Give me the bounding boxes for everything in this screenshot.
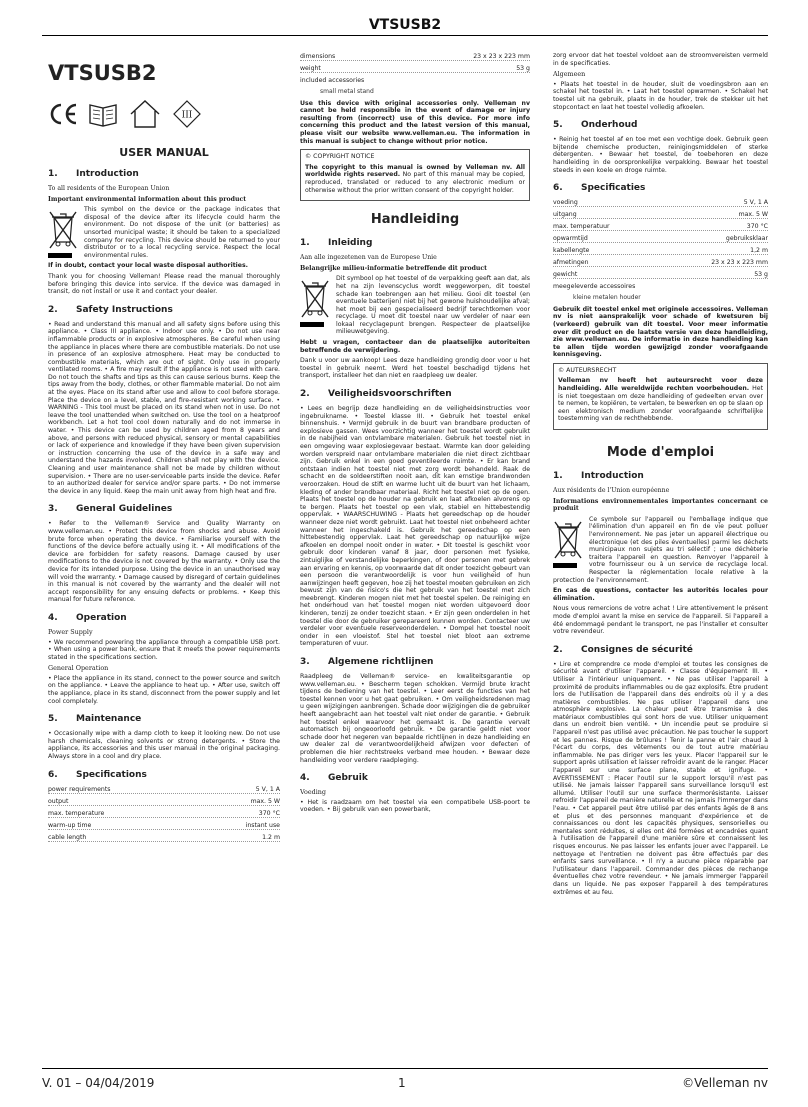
- nl-s2-heading: 2. Veiligheidsvoorschriften: [300, 389, 452, 400]
- en-notice: Use this device with original accessories only. Velleman nv cannot be held responsible in the event of damage or injury resulting from (incorrect) use of this device. For more info concerning this product and the latest version of this manual, please visit our website www.velleman.eu. The information in this manual is subject to change without prior notice.: [300, 99, 530, 145]
- en-s4-p2: • Place the appliance in its stand, connect to the power source and switch on the appliance. • Leave the appliance to heat up. • After use, switch off the appliance, place in its stand, disconnect from the power supply and let cool completely.: [48, 674, 280, 705]
- nl-s5-p: • Reinig het toestel af en toe met een vochtige doek. Gebruik geen bijtende chemische producten, reinigingsmiddelen of sterke detergenten. • Bewaar het toestel, de toebehoren en deze handleiding in de oorspronkelijke verpakking. Bewaar het toestel steeds in een koele en droge ruimte.: [553, 136, 768, 174]
- fr-s1-p1: Ce symbole sur l'appareil ou l'emballage indique que l'élimination d'un appareil en fin de vie peut polluer l'environnement. Ne pas jeter un appareil électrique ou électronique (et des piles éventuelles) parmi les déchets municipaux non sujets au tri sélectif ; une déchèterie traitera l'appareil en question. Renvoyer l'appareil à votre fournisseur ou à un service de recyclage local. Respecter la réglementation locale relative à la protection de l'environnement.: [553, 515, 768, 584]
- fr-s1-p2: Nous vous remercions de votre achat ! Lire attentivement le présent mode d'emploi avant la mise en service de l'appareil. Si l'appareil a été endommagé pendant le transport, ne pas l'installer et consulter votre revendeur.: [553, 605, 768, 636]
- footer-page-number: 1: [398, 1076, 406, 1090]
- spec-row: gewicht 53 g: [553, 271, 768, 279]
- nl-s4-heading: 4. Gebruik: [300, 773, 368, 784]
- column-english: [48, 56, 280, 1066]
- spec-row: opwarmtijd gebruiksklaar: [553, 235, 768, 243]
- nl-accessory: kleine metalen houder: [573, 294, 641, 302]
- spec-row: voeding 5 V, 1 A: [553, 199, 768, 207]
- fr-s1-sub: Aux résidents de l'Union européenne: [553, 487, 670, 495]
- nl-s1-sub: Aan alle ingezetenen van de Europese Unie: [300, 254, 437, 262]
- weee-bin-icon: [48, 208, 78, 258]
- en-accessory: small metal stand: [320, 88, 374, 95]
- en-s4-p1: • We recommend powering the appliance through a compatible USB port. • When using a power bank, ensure that it meets the power requirements stated in the specifications section.: [48, 638, 280, 661]
- nl-s2-p: • Lees en begrijp deze handleiding en de veiligheidsinstructies voor ingebruikname. • Toestel klasse III. • Gebruik het toestel enkel binnenshuis. • Vermijd gebruik in de buurt van brandbare producten of explosieve gassen. Wees voorzichtig wanneer het toestel wordt gebruikt in de nabijheid van ontvlambare materialen. Gebruik het toestel niet in een omgeving waar explosiegevaar bestaat. Warmte kan door geleiding worden verspreid naar ontvlambare materialen die niet direct zichtbaar zijn. Gebruik enkel in een goed geventileerde ruimte. • Er kan brand ontstaan indien het toestel niet met zorg wordt behandeld. Raak de schacht en de soldeerstiften nooit aan, dit kan ernstige brandwonden veroorzaken. Houd de stift en warme lucht uit de buurt van het lichaam, kleding of ander brandbaar materiaal. Richt het toestel niet op de ogen. Plaats het toestel op de houder na gebruik en laat afkoelen alvorens op te bergen. Plaats het toestel op een vlak, stabiel en hittebestendig oppervlak. • WAARSCHUWING - Plaats het gereedschap op de houder wanneer deze niet wordt gebruikt. Laat het toestel niet onbeheerd achter wanneer het ingeschakeld is. Gebruik het gereedschap op een hittebestendig oppervlak. Laat het gereedschap op natuurlijke wijze afkoelen en dompel nooit onder in water. • Dit toestel is geschikt voor gebruik door kinderen vanaf 8 jaar, door personen met fysieke, zintuiglijke of verstandelijke beperkingen, of door personen met gebrek aan ervaring en kennis, op voorwaarde dat dit onder toezicht gebeurt van een persoon die verantwoordelijk is voor hun veiligheid of hun aanwijzingen heeft gegeven, hoe zij het toestel moeten gebruiken en zich bewust zijn van de risico's die het gebruik van het toestel met zich meebrengt. Kinderen mogen niet met het toestel spelen. De reiniging en het onderhoud van het toestel mogen niet worden uitgevoerd door kinderen, tenzij ze onder toezicht staan. • Er zijn geen onderdelen in het toestel die door de gebruiker gerepareerd kunnen worden. Contacteer uw verdeler voor eventuele reserveonderdelen. • Dompel het toestel nooit onder in een vloeistof. Stel het toestel niet bloot aan extreme temperaturen of vuur.: [300, 405, 530, 648]
- en-product-title: VTSUSB2: [48, 61, 157, 85]
- en-manual-title: USER MANUAL: [119, 146, 209, 159]
- nl-s3-heading: 3. Algemene richtlijnen: [300, 657, 434, 668]
- fr-s2-heading: 2. Consignes de sécurité: [553, 644, 693, 655]
- en-copyright-text: The copyright to this manual is owned by Velleman nv. All worldwide rights reserved. No part of this manual may be copied, reproduced, translated or reduced to any electronic medium or otherwise without the prior written consent of the copyright holder.: [305, 163, 525, 194]
- spec-row: meegeleverde accessoires: [553, 283, 636, 291]
- spec-row: afmetingen 23 x 23 x 223 mm: [553, 259, 768, 267]
- symbol-row: [48, 96, 280, 132]
- fr-title: Mode d'emploi: [606, 445, 715, 461]
- spec-row: cable length 1.2 m: [48, 833, 280, 841]
- nl-s1-p1b: Hebt u vragen, contacteer dan de plaatselijke autoriteiten betreffende de verwijdering.: [300, 339, 530, 354]
- fr-s2-p: • Lire et comprendre ce mode d'emploi et toutes les consignes de sécurité avant d'utiliser l'appareil. • Classe d'équipement III. • Utiliser à l'intérieur uniquement. • Ne pas utiliser l'appareil à proximité de produits inflammables ou de gaz explosifs. Être prudent lors de l'utilisation de l'appareil dans des endroits où il y a des matières combustibles. Ne pas utiliser l'appareil dans une atmosphère explosive. La chaleur peut être transmise à des matériaux combustibles qui sont hors de vue. Utiliser uniquement dans un endroit bien ventilé. • Un incendie peut se produire si l'appareil n'est pas utilisé avec précaution. Ne pas toucher le support et les pannes. Risque de brûlures ! Tenir la panne et l'air chaud à l'écart du corps, des vêtements ou de tout autre matériau inflammable. Ne pas diriger vers les yeux. Placer l'appareil sur le support après utilisation et laisser refroidir avant de le ranger. Placer l'appareil sur une surface plane, stable et ignifuge. • AVERTISSEMENT : Placer l'outil sur le support lorsqu'il n'est pas utilisé. Ne jamais laisser l'appareil sans surveillance lorsqu'il est allumé. Utiliser l'outil sur une surface thermorésistante. Laisser refroidir l'appareil de manière naturelle et ne jamais l'immerger dans l'eau. • Cet appareil peut être utilisé par des enfants âgés de 8 ans et plus et des personnes manquant d'expérience et de connaissances ou dont les capacités physiques, sensorielles ou mentales sont réduites, si elles ont été formées et encadrées quant à l'utilisation de l'appareil d'une manière sûre et connaissent les risques encourus. Ne pas laisser les enfants jouer avec l'appareil. Le nettoyage et l'entretien ne doivent pas être effectués par des enfants sans surveillance. • Il n'y a aucune pièce réparable par l'utilisateur dans l'appareil. Commander des pièces de rechange éventuelles chez votre revendeur. • Ne jamais immerger l'appareil dans un liquide. Ne pas exposer l'appareil à des températures extrêmes et au feu.: [553, 660, 768, 896]
- header-title: VTSUSB2: [368, 17, 442, 33]
- nl-s6-heading: 6. Specificaties: [553, 183, 646, 194]
- nl-s4-p2: • Plaats het toestel in de houder, sluit de voedingsbron aan en schakel het toestel in. • Laat het toestel opwarmen. • Schakel het toestel uit na gebruik, plaats in de houder, trek de stekker uit het stopcontact en laat het toestel volledig afkoelen.: [553, 80, 768, 111]
- ce-mark-icon: [48, 102, 78, 126]
- nl-copyright-box: [553, 363, 768, 430]
- footer-copyright: ©Velleman nv: [682, 1076, 768, 1090]
- en-s4-heading: 4. Operation: [48, 612, 127, 623]
- spec-row: kabellengte 1,2 m: [553, 247, 768, 255]
- spec-row: output max. 5 W: [48, 797, 280, 805]
- en-s4-h2: General Operation: [48, 664, 109, 673]
- spec-row: weight 53 g: [300, 65, 530, 72]
- en-s1-heading: 1. Introduction: [48, 169, 139, 179]
- nl-s1-p1: Dit symbool op het toestel of de verpakking geeft aan dat, als het na zijn levenscyclus wordt weggeworpen, dit toestel schade kan toebrengen aan het milieu. Gooi dit toestel (en eventuele batterijen) niet bij het gewone huishoudelijke afval; het moet bij een gespecialiseerd bedrijf terechtkomen voor recyclage. U moet dit toestel naar uw verdeler of naar een lokaal recyclagepunt brengen. Respecteer de plaatselijke milieuwetgeving.: [336, 275, 530, 336]
- column-english-dutch: [300, 52, 530, 1066]
- nl-s1-heading: 1. Inleiding: [300, 238, 373, 249]
- nl-title: Handleiding: [370, 212, 460, 228]
- spec-row: power requirements 5 V, 1 A: [48, 785, 280, 793]
- weee-bin-icon: [300, 277, 330, 327]
- spec-row: max. temperature 370 °C: [48, 809, 280, 817]
- class-iii-icon: [172, 99, 202, 129]
- en-s2-heading: 2. Safety Instructions: [48, 304, 173, 315]
- page-header: [42, 14, 768, 36]
- fr-s1-heading: 1. Introduction: [553, 471, 644, 482]
- en-s1-sub: To all residents of the European Union: [48, 185, 170, 192]
- en-s3-heading: 3. General Guidelines: [48, 504, 173, 515]
- page-footer: [42, 1068, 768, 1096]
- nl-copyright-text: Velleman nv heeft het auteursrecht voor deze handleiding. Alle wereldwijde rechten voorbehouden. Het is niet toegestaan om deze handleiding of gedeelten ervan over te nemen, te kopiëren, te vertalen, te bewerken en op te slaan op een elektronisch medium zonder voorafgaande schriftelijke toestemming van de rechthebbende.: [558, 377, 763, 423]
- spec-row: max. temperatuur 370 °C: [553, 223, 768, 231]
- nl-notice: Gebruik dit toestel enkel met originele accessoires. Velleman nv is niet aansprakelijk voor schade of kwetsuren bij (verkeerd) gebruik van dit toestel. Voor meer informatie over dit product en de laatste versie van deze handleiding, zie www.velleman.eu. De informatie in deze handleiding kan te allen tijde worden gewijzigd zonder voorafgaande kennisgeving.: [553, 305, 768, 359]
- indoor-house-icon: [128, 99, 162, 129]
- weee-bin-icon: [553, 518, 583, 568]
- en-s1-p2: Thank you for choosing Velleman! Please read the manual thoroughly before bringing this device into service. If the device was damaged in transit, do not install or use it and contact your dealer.: [48, 272, 280, 296]
- nl-s4-p1: • Het is raadzaam om het toestel via een compatibele USB-poort te voeden. • Bij gebruik van een powerbank,: [300, 798, 530, 814]
- fr-s1-p1b: En cas de questions, contacter les autorités locales pour élimination.: [553, 587, 768, 602]
- nl-s3-p: Raadpleeg de Velleman® service- en kwaliteitsgarantie op www.velleman.eu. • Bescherm tegen schokken. Vermijd brute kracht tijdens de bediening van het toestel. • Leer eerst de functies van het toestel kennen voor u het gaat gebruiken. • Om veiligheidsredenen mag u geen wijzigingen aanbrengen. Schade door wijzigingen die de gebruiker heeft aangebracht aan het toestel valt niet onder de garantie. • Gebruik het toestel enkel waarvoor het gemaakt is. De garantie vervalt automatisch bij ongeoorloofd gebruik. • De garantie geldt niet voor schade door het negeren van bepaalde richtlijnen in deze handleiding en uw dealer zal de verantwoordelijkheid afwijzen voor defecten of problemen die hier rechtstreeks verband mee houden. • Bewaar deze handleiding voor verdere raadpleging.: [300, 673, 530, 764]
- spec-row: uitgang max. 5 W: [553, 211, 768, 219]
- en-s1-p1: This symbol on the device or the package indicates that disposal of the device after its lifecycle could harm the environment. Do not dispose of the unit (or batteries) as unsorted municipal waste; it should be taken to a specialized company for recycling. This device should be returned to your distributor or to a local recycling service. Respect the local environmental rules.: [84, 206, 280, 259]
- en-copyright-heading: © COPYRIGHT NOTICE: [305, 153, 375, 161]
- spec-row: included accessories: [300, 77, 365, 84]
- column-dutch-french: [553, 52, 768, 1066]
- nl-s5-heading: 5. Onderhoud: [553, 120, 638, 131]
- footer-version: V. 01 – 04/04/2019: [42, 1076, 155, 1090]
- en-s4-h1: Power Supply: [48, 627, 93, 636]
- en-s5-p: • Occasionally wipe with a damp cloth to keep it looking new. Do not use harsh chemicals, cleaning solvents or strong detergents. • Store the appliance, its accessories and this user manual in the original packaging. Always store in a cool and dry place.: [48, 730, 280, 761]
- en-s3-p: • Refer to the Velleman® Service and Quality Warranty on www.velleman.eu. • Protect this device from shocks and abuse. Avoid brute force when operating the device. • Familiarise yourself with the functions of the device before actually using it. • All modifications of the device are forbidden for safety reasons. Damage caused by user modifications to the device is not covered by the warranty. • Only use the device for its intended purpose. Using the device in an unauthorised way will void the warranty. • Damage caused by disregard of certain guidelines in this manual is not covered by the warranty and the dealer will not accept responsibility for any ensuing defects or problems. • Keep this manual for future reference.: [48, 520, 280, 604]
- nl-s4-p0: zorg ervoor dat het toestel voldoet aan de stroomvereisten vermeld in de specificaties.: [553, 52, 768, 67]
- svg-text:III: III: [181, 110, 193, 121]
- nl-s4-h1: Voeding: [300, 788, 326, 797]
- en-s1-env: Important environmental information about this product: [48, 195, 247, 203]
- nl-s4-h2: Algemeen: [553, 70, 586, 79]
- spec-row: warm-up time instant use: [48, 821, 280, 829]
- nl-s1-env: Belangrijke milieu-informatie betreffende dit product: [300, 264, 488, 272]
- en-s2-p: • Read and understand this manual and all safety signs before using this appliance. • Class III appliance. • Indoor use only. • Do not use near inflammable products or in explosive atmospheres. Be careful when using the appliance in places where there are combustible materials. Do not use in presence of an explosive atmosphere. Heat may be conducted to combustible materials, which are out of sight. Only use in properly ventilated rooms. • A fire may result if the appliance is not used with care. Do not touch the shafts and tips as this can cause serious burns. Keep the tips away from the body, clothes, or other flammable material. Do not aim at the eyes. Place on its stand after use and allow to cool before storage. Place the device on a level, stable, and fire-resistant working surface. • WARNING - This tool must be placed on its stand when not in use. Do not leave the tool unattended when switched on. Use the tool on a heatproof workbench. Let a hot tool cool down naturally and do not immerse in water. • This device can be used by children aged from 8 years and above, and persons with reduced physical, sensory or mental capabilities or lack of experience and knowledge if they have been given supervision or instruction concerning the use of the device in a safe way and understand the hazards involved. Children shall not play with the device. Cleaning and user maintenance shall not be made by children without supervision. • There are no user-serviceable parts inside the device. Refer to an authorized dealer for service and/or spare parts. • Do not immerse the device in any liquid. Keep the main unit away from high heat and fire.: [48, 320, 280, 495]
- en-s6-heading: 6. Specifications: [48, 769, 147, 780]
- nl-copyright-heading: © AUTEURSRECHT: [558, 366, 617, 374]
- en-copyright-box: [300, 149, 530, 201]
- en-s5-heading: 5. Maintenance: [48, 714, 142, 725]
- nl-s1-p2: Dank u voor uw aankoop! Lees deze handleiding grondig door voor u het toestel in gebruik neemt. Werd het toestel beschadigd tijdens het transport, installeer het dan niet en raadpleeg uw dealer.: [300, 357, 530, 380]
- fr-s1-env: Informations environnementales importantes concernant ce produit: [553, 497, 768, 513]
- manual-book-icon: [88, 101, 118, 127]
- spec-row: dimensions 23 x 23 x 223 mm: [300, 53, 530, 60]
- en-s1-p1b: If in doubt, contact your local waste disposal authorities.: [48, 262, 249, 270]
